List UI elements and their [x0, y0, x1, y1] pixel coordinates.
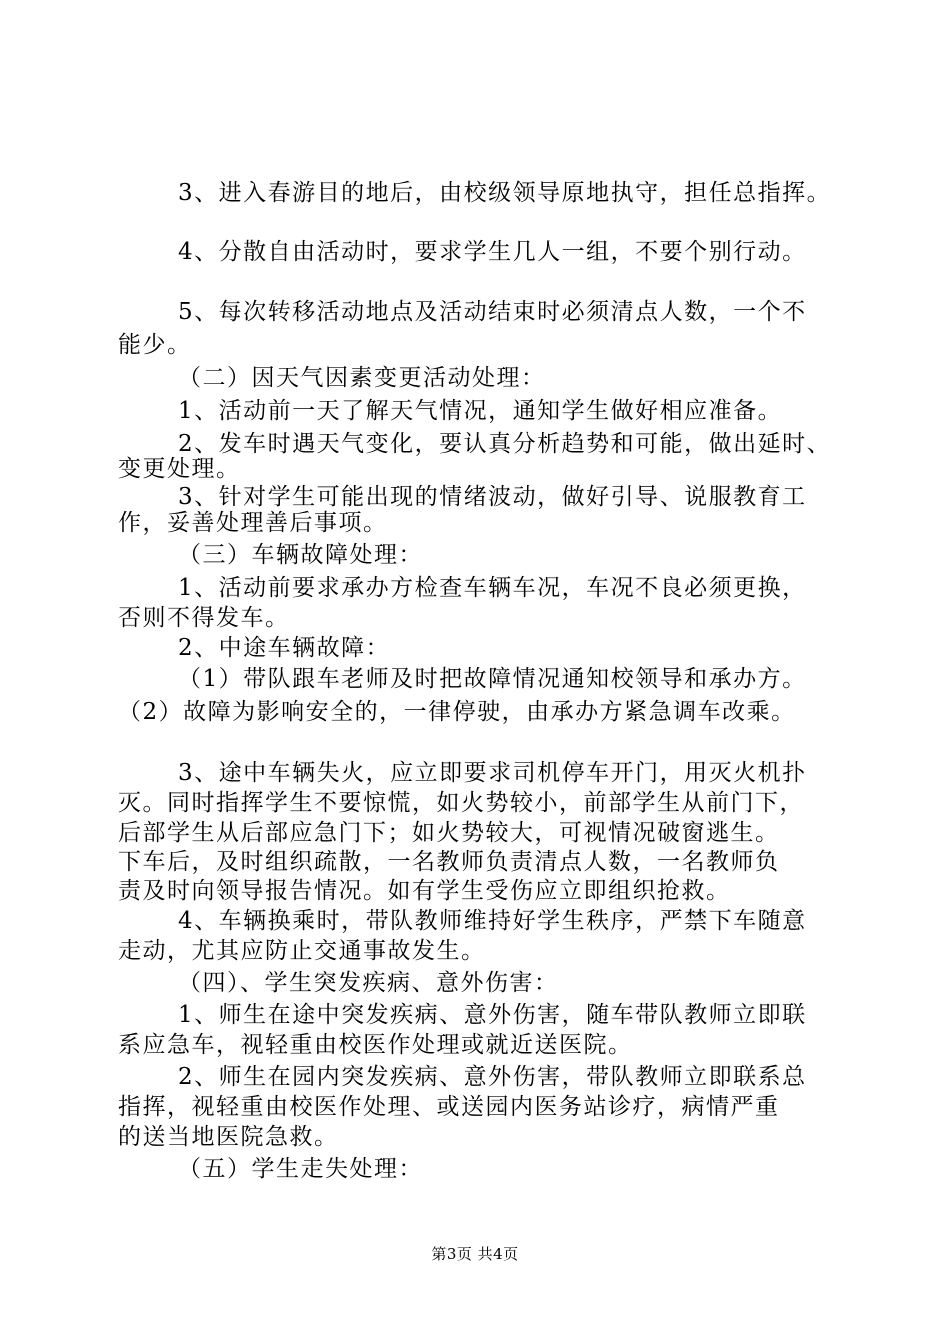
paragraph-line: 2、中途车辆故障：	[178, 635, 391, 661]
paragraph-line: 3、进入春游目的地后，由校级领导原地执守，担任总指挥。	[178, 180, 832, 206]
paragraph-line: 3、途中车辆失火，应立即要求司机停车开门，用灭火机扑	[178, 760, 807, 786]
section-heading: （五）学生走失处理：	[178, 1156, 423, 1182]
paragraph-line: 3、针对学生可能出现的情绪波动，做好引导、说服教育工	[178, 484, 807, 510]
paragraph-line: 否则不得发车。	[118, 605, 290, 631]
paragraph-line: 的送当地医院急救。	[118, 1124, 339, 1150]
paragraph-line: （2）故障为影响安全的，一律停驶，由承办方紧急调车改乘。	[118, 699, 796, 725]
section-heading: （四）、学生突发疾病、意外伤害：	[178, 970, 559, 996]
paragraph-line: 4、分散自由活动时，要求学生几人一组，不要个别行动。	[178, 239, 807, 265]
paragraph-line: 5、每次转移活动地点及活动结束时必须清点人数，一个不	[178, 299, 807, 325]
paragraph-line: 灭。同时指挥学生不要惊慌，如火势较小，前部学生从前门下，	[118, 790, 804, 816]
paragraph-line: 系应急车，视轻重由校医作处理或就近送医院。	[118, 1032, 633, 1058]
paragraph-line: 1、活动前一天了解天气情况，通知学生做好相应准备。	[178, 398, 783, 424]
paragraph-line: 能少。	[118, 332, 192, 358]
paragraph-line: 2、发车时遇天气变化，要认真分析趋势和可能，做出延时、	[178, 431, 832, 457]
paragraph-line: （1）带队跟车老师及时把故障情况通知校领导和承办方。	[178, 666, 807, 692]
paragraph-line: 变更处理。	[118, 456, 241, 482]
section-heading: （二）因天气因素变更活动处理：	[178, 365, 546, 391]
paragraph-line: 后部学生从后部应急门下；如火势较大，可视情况破窗逃生。	[118, 820, 780, 846]
paragraph-line: 下车后，及时组织疏散，一名教师负责清点人数，一名教师负	[118, 849, 780, 875]
paragraph-line: 作，妥善处理善后事项。	[118, 510, 388, 536]
paragraph-line: 1、师生在途中突发疾病、意外伤害，随车带队教师立即联	[178, 1002, 807, 1028]
paragraph-line: 指挥，视轻重由校医作处理、或送园内医务站诊疗，病情严重	[118, 1094, 780, 1120]
paragraph-line: 2、师生在园内突发疾病、意外伤害，带队教师立即联系总	[178, 1064, 807, 1090]
paragraph-line: 责及时向领导报告情况。如有学生受伤应立即组织抢救。	[118, 878, 731, 904]
page-number-footer: 第3页 共4页	[431, 1245, 519, 1263]
paragraph-line: 4、车辆换乘时，带队教师维持好学生秩序，严禁下车随意	[178, 908, 807, 934]
section-heading: （三）车辆故障处理：	[178, 542, 423, 568]
paragraph-line: 1、活动前要求承办方检查车辆车况，车况不良必须更换，	[178, 575, 807, 601]
paragraph-line: 走动，尤其应防止交通事故发生。	[118, 938, 486, 964]
